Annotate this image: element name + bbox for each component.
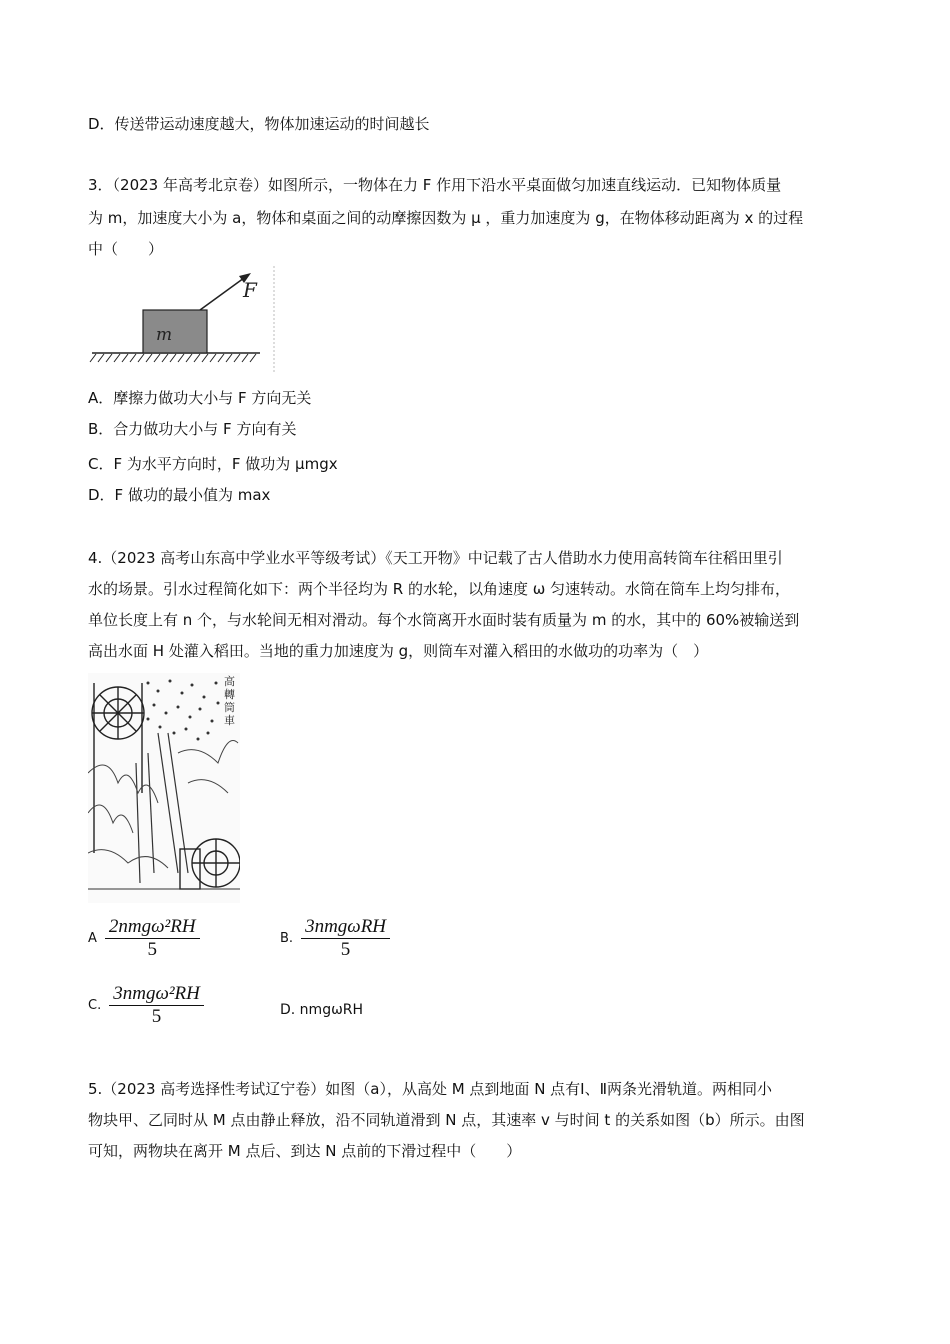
- q4-option-a-numerator: 2nmgω²RH: [108, 916, 196, 937]
- q3-option-c: C．F 为水平方向时，F 做功为 μmgx: [88, 455, 338, 473]
- force-label: F: [243, 278, 257, 302]
- q4-stem-line-2: 水的场景。引水过程简化如下：两个半径均为 R 的水轮，以角速度 ω 匀速转动。水筒在筒车上均匀排布，: [88, 580, 791, 598]
- mass-label: m: [156, 325, 173, 345]
- q4-option-b-denominator: 5: [340, 939, 351, 960]
- q4-option-a-denominator: 5: [147, 939, 157, 960]
- q3-block-force-figure: [88, 262, 278, 378]
- q3-option-b: B．合力做功大小与 F 方向有关: [88, 420, 297, 438]
- q3-option-d: D．F 做功的最小值为 max: [88, 486, 271, 504]
- q3-stem-line-1: 3．（2023 年高考北京卷）如图所示，一物体在力 F 作用下沿水平桌面做匀加速直线运动．已知物体质量: [88, 176, 782, 194]
- q4-option-c-denominator: 5: [151, 1006, 162, 1027]
- q5-stem-line-2: 物块甲、乙同时从 M 点由静止释放，沿不同轨道滑到 N 点，其速率 v 与时间 t 的关系如图（b）所示。由图: [88, 1111, 805, 1129]
- q4-option-c-label: C.: [88, 998, 102, 1013]
- illustration-caption: 高轉筒車: [224, 675, 235, 727]
- q4-option-b-numerator: 3nmgωRH: [305, 916, 387, 937]
- q5-stem-line-3: 可知，两物块在离开 M 点后、到达 N 点前的下滑过程中（ ）: [88, 1142, 522, 1160]
- q4-option-c-numerator: 3nmgω²RH: [113, 983, 200, 1004]
- q4-option-b-label: B.: [280, 931, 294, 946]
- q4-option-a-label: A: [88, 931, 97, 946]
- q4-option-d: D. nmgωRH: [280, 1002, 364, 1018]
- q4-stem-line-3: 单位长度上有 n 个，与水轮间无相对滑动。每个水筒离开水面时装有质量为 m 的水，其中的 60%被输送到: [88, 611, 800, 629]
- q4-option-b: [280, 916, 390, 961]
- q4-waterwheel-illustration: [88, 673, 240, 903]
- q4-stem-line-1: 4.（2023 高考山东高中学业水平等级考试）《天工开物》中记载了古人借助水力使用高转筒车往稻田里引: [88, 549, 783, 567]
- q2-option-d: D．传送带运动速度越大，物体加速运动的时间越长: [88, 115, 430, 133]
- q4-option-c: [88, 983, 204, 1028]
- q3-option-a: A．摩擦力做功大小与 F 方向无关: [88, 389, 312, 407]
- q4-option-a: [88, 916, 200, 961]
- q4-stem-line-4: 高出水面 H 处灌入稻田。当地的重力加速度为 g，则筒车对灌入稻田的水做功的功率为（ ）: [88, 642, 709, 660]
- q5-stem-line-1: 5.（2023 高考选择性考试辽宁卷）如图（a），从高处 M 点到地面 N 点有Ⅰ、Ⅱ两条光滑轨道。两相同小: [88, 1080, 772, 1098]
- q3-stem-line-3: 中（ ）: [88, 240, 164, 258]
- mass-block: [143, 310, 207, 353]
- q3-stem-line-2: 为 m，加速度大小为 a，物体和桌面之间的动摩擦因数为 μ ，重力加速度为 g，在物体移动距离为 x 的过程: [88, 209, 804, 227]
